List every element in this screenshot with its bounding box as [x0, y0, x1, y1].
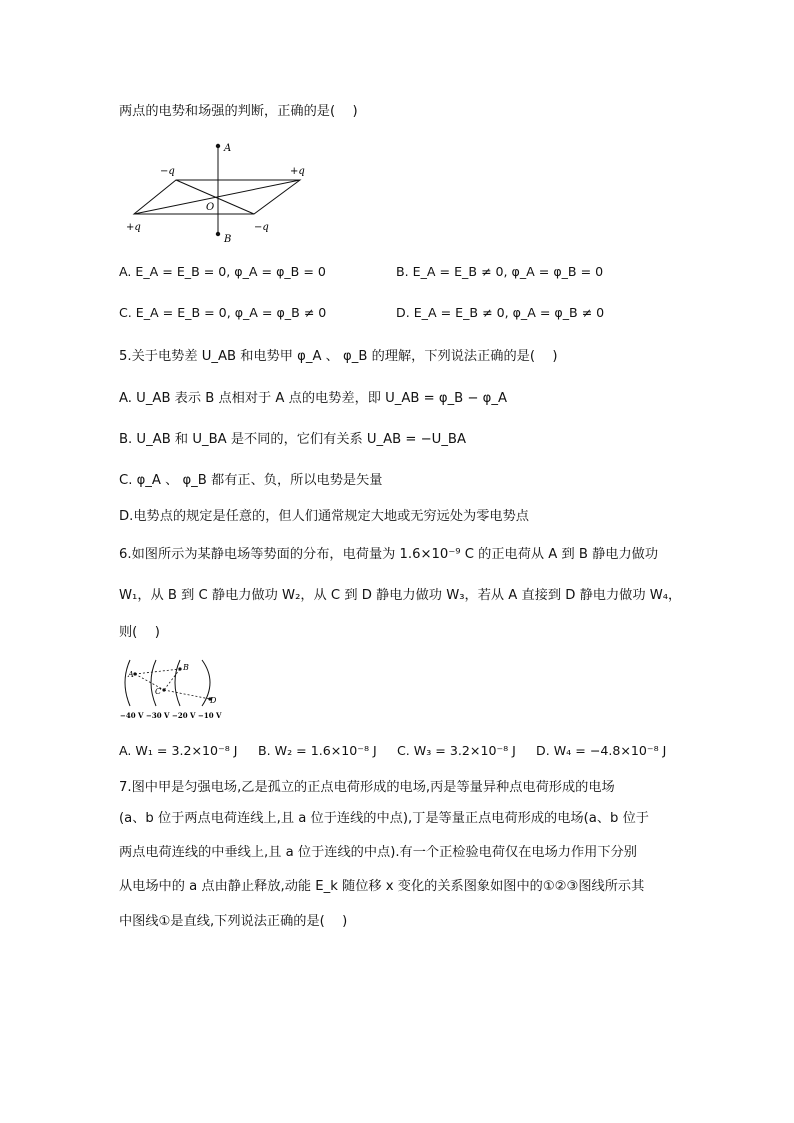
q6-option-c: C. W₃ = 3.2×10⁻⁸ J [397, 743, 516, 758]
q5-option-d: D.电势点的规定是任意的，但人们通常规定大地或无穷远处为零电势点 [119, 509, 529, 524]
q6-line-3: 则( ) [119, 625, 160, 640]
q6-label-D: D [210, 696, 217, 705]
q4-charge-top-left: −q [160, 166, 175, 177]
q5-option-b: B. U_AB 和 U_BA 是不同的，它们有关系 U_AB = −U_BA [119, 432, 467, 447]
q7-line-1: 7.图中甲是匀强电场,乙是孤立的正点电荷形成的电场,丙是等量异种点电荷形成的电场 [119, 780, 615, 795]
q6-label-B: B [183, 663, 189, 672]
q4-option-a: A. E_A = E_B = 0, φ_A = φ_B = 0 [119, 264, 326, 279]
q6-volt-4: −10 V [198, 711, 222, 720]
q6-label-C: C [155, 687, 162, 696]
q6-figure [118, 656, 228, 722]
q6-volt-2: −30 V [146, 711, 170, 720]
q4-option-c: C. E_A = E_B = 0, φ_A = φ_B ≠ 0 [119, 305, 327, 320]
q4-label-A: A [224, 143, 232, 154]
q6-volt-3: −20 V [172, 711, 196, 720]
q4-label-O: O [206, 202, 215, 213]
q5-option-c: C. φ_A 、 φ_B 都有正、负，所以电势是矢量 [119, 473, 383, 488]
q6-option-d: D. W₄ = −4.8×10⁻⁸ J [536, 743, 667, 758]
q6-volt-1: −40 V [120, 711, 144, 720]
q4-charge-top-right: +q [290, 166, 305, 177]
q4-label-B: B [224, 234, 232, 245]
q4-figure [120, 138, 320, 248]
q6-option-b: B. W₂ = 1.6×10⁻⁸ J [258, 743, 377, 758]
q6-label-A: A [128, 670, 134, 679]
q6-option-a: A. W₁ = 3.2×10⁻⁸ J [119, 743, 238, 758]
q4-stem: 两点的电势和场强的判断，正确的是( ) [119, 104, 358, 119]
q4-charge-bottom-right: −q [254, 222, 269, 233]
q5-option-a: A. U_AB 表示 B 点相对于 A 点的电势差，即 U_AB = φ_B − φ_A [119, 391, 507, 406]
q5-stem: 5.关于电势差 U_AB 和电势甲 φ_A 、 φ_B 的理解，下列说法正确的是( ) [119, 349, 558, 364]
q4-charge-bottom-left: +q [126, 222, 141, 233]
q6-line-2: W₁，从 B 到 C 静电力做功 W₂，从 C 到 D 静电力做功 W₃，若从 A 直接到 D 静电力做功 W₄， [119, 588, 682, 603]
q4-option-d: D. E_A = E_B ≠ 0, φ_A = φ_B ≠ 0 [396, 305, 605, 320]
q7-line-5: 中图线①是直线,下列说法正确的是( ) [119, 914, 348, 929]
q4-option-b: B. E_A = E_B ≠ 0, φ_A = φ_B = 0 [396, 264, 604, 279]
q7-line-4: 从电场中的 a 点由静止释放,动能 E_k 随位移 x 变化的关系图象如图中的①②③图线所示其 [119, 879, 645, 894]
q6-line-1: 6.如图所示为某静电场等势面的分布，电荷量为 1.6×10⁻⁹ C 的正电荷从 A 到 B 静电力做功 [119, 547, 659, 562]
q7-line-3: 两点电荷连线的中垂线上,且 a 位于连线的中点).有一个正检验电荷仅在电场力作用下分别 [119, 845, 637, 860]
q7-line-2: (a、b 位于两点电荷连线上,且 a 位于连线的中点),丁是等量正点电荷形成的电场(a、b 位于 [119, 811, 649, 826]
